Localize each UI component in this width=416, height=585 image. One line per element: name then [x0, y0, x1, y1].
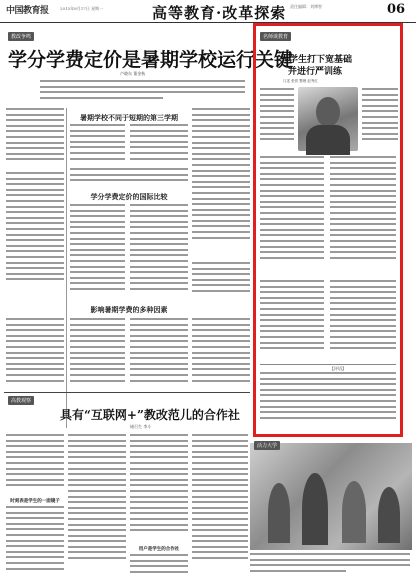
page-number: 06: [387, 2, 406, 17]
right-col-side: [362, 88, 398, 152]
bottom-story-col1: [6, 434, 64, 496]
column-divider: [66, 108, 67, 428]
bottom-story-col1b: [6, 506, 64, 578]
bottom-story-col3: [130, 434, 188, 544]
top-story-col1: [6, 108, 64, 168]
bottom-story-headline: 具有“互联网+”教改范儿的合作社: [60, 408, 240, 422]
bottom-subhead-1: 时刻表是学生的一面镜子: [10, 499, 60, 504]
section-title: 高等教育·改革探索: [152, 4, 287, 22]
top-story-byline: 卢晓东 董金秋: [120, 71, 146, 76]
bottom-subhead-2: 用户是学生的合作社: [138, 547, 180, 552]
top-story-lede: [40, 80, 245, 104]
campus-photo: [250, 443, 412, 550]
right-col-right-b: [330, 280, 396, 364]
top-story-col4: [192, 108, 250, 258]
right-column-kicker: 名师谈教育: [260, 32, 291, 41]
right-column-footer-tag: 【评语】: [330, 366, 346, 371]
bottom-story-col4: [192, 434, 248, 578]
right-col-right: [330, 156, 396, 276]
right-col-commentary: [260, 372, 396, 430]
top-story-col1c: [6, 318, 64, 394]
top-story-col2: [70, 124, 125, 164]
top-story-col4c: [192, 318, 250, 394]
top-story-col3c: [130, 318, 188, 394]
issue-line: 2015年8月17日 星期一: [60, 6, 104, 11]
right-col-left: [260, 156, 324, 276]
paper-name: 中国教育报: [6, 6, 49, 16]
top-story-col4b: [192, 262, 250, 302]
top-subhead-3: 影响暑期学费的多种因素: [90, 305, 168, 314]
bottom-right-kicker: 活力大学: [254, 441, 280, 450]
right-headline-line1: 为学生打下宽基础: [280, 55, 353, 65]
top-story-col2c: [70, 318, 125, 394]
top-story-mid: [70, 168, 188, 188]
bottom-story-byline: 储召生 李斗: [130, 424, 152, 429]
top-subhead-2: 学分学费定价的国际比较: [90, 192, 168, 201]
bottom-story-kicker: 高教观察: [8, 396, 34, 405]
right-headline-line2: 并进行严训练: [288, 67, 343, 77]
right-column-rule: [260, 364, 396, 365]
top-story-kicker: 教改争鸣: [8, 32, 34, 41]
bottom-story-col2: [68, 434, 126, 578]
right-col-left-b: [260, 280, 324, 364]
right-col-intro: [260, 88, 294, 152]
top-subhead-1: 暑期学校不同于短期的第三学期: [80, 113, 178, 122]
top-story-col3: [130, 124, 188, 164]
photo-caption: [250, 553, 410, 581]
top-story-col2b: [70, 204, 125, 304]
bottom-story-rule: [4, 392, 250, 393]
page-meta: 责任编辑：刘博智: [290, 4, 322, 9]
top-story-headline: 学分学费定价是暑期学校运行关键: [8, 49, 294, 71]
top-story-col3b: [130, 204, 188, 304]
right-column-byline: 口述 张钹 整理 赵秀红: [283, 79, 318, 83]
bottom-story-col3b: [130, 554, 188, 580]
portrait-photo: [298, 87, 358, 151]
top-story-col1b: [6, 172, 64, 302]
